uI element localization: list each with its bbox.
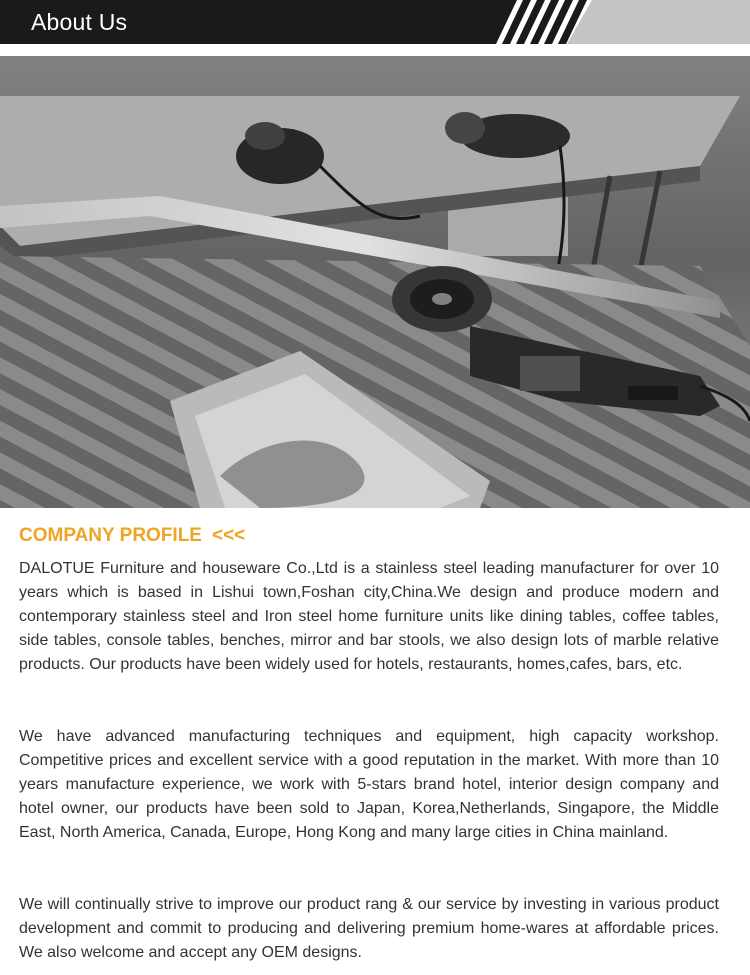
heading-arrows: <<< <box>211 525 246 546</box>
page-title: About Us <box>31 9 128 35</box>
workshop-photo <box>0 56 750 508</box>
page-header <box>0 0 750 44</box>
section-heading <box>19 525 245 547</box>
profile-paragraph: DALOTUE Furniture and houseware Co.,Ltd is a stainless steel leading manufacturer for over 10 years which is based in Lishui town,Foshan city,China.We design and produce modern and contemporary stainless steel and Iron steel home furniture units like dining tables, coffee tables, side tables, console tables, benches, mirror and bar stools, we also design lots of marble relative products. Our products have been widely used for hotels, restaurants, homes,cafes, bars, etc. <box>19 560 719 673</box>
profile-paragraph: We have advanced manufacturing techniques and equipment, high capacity workshop. Competitive prices and excellent service with a good reputation in the market. With more than 10 years manufacture experience, we work with 5-stars brand hotel, interior design company and hotel owner, our products have been sold to Japan, Korea,Netherlands, Singapore, the Middle East, North America, Canada, Europe, Hong Kong and many large cities in China mainland. <box>19 728 719 841</box>
profile-paragraph: We will continually strive to improve our product rang & our service by investing in various product development and commit to producing and delivering premium home-wares at affordable prices. We also welcome and accept any OEM designs. <box>19 896 719 961</box>
section-heading-text: COMPANY PROFILE <box>19 525 202 546</box>
